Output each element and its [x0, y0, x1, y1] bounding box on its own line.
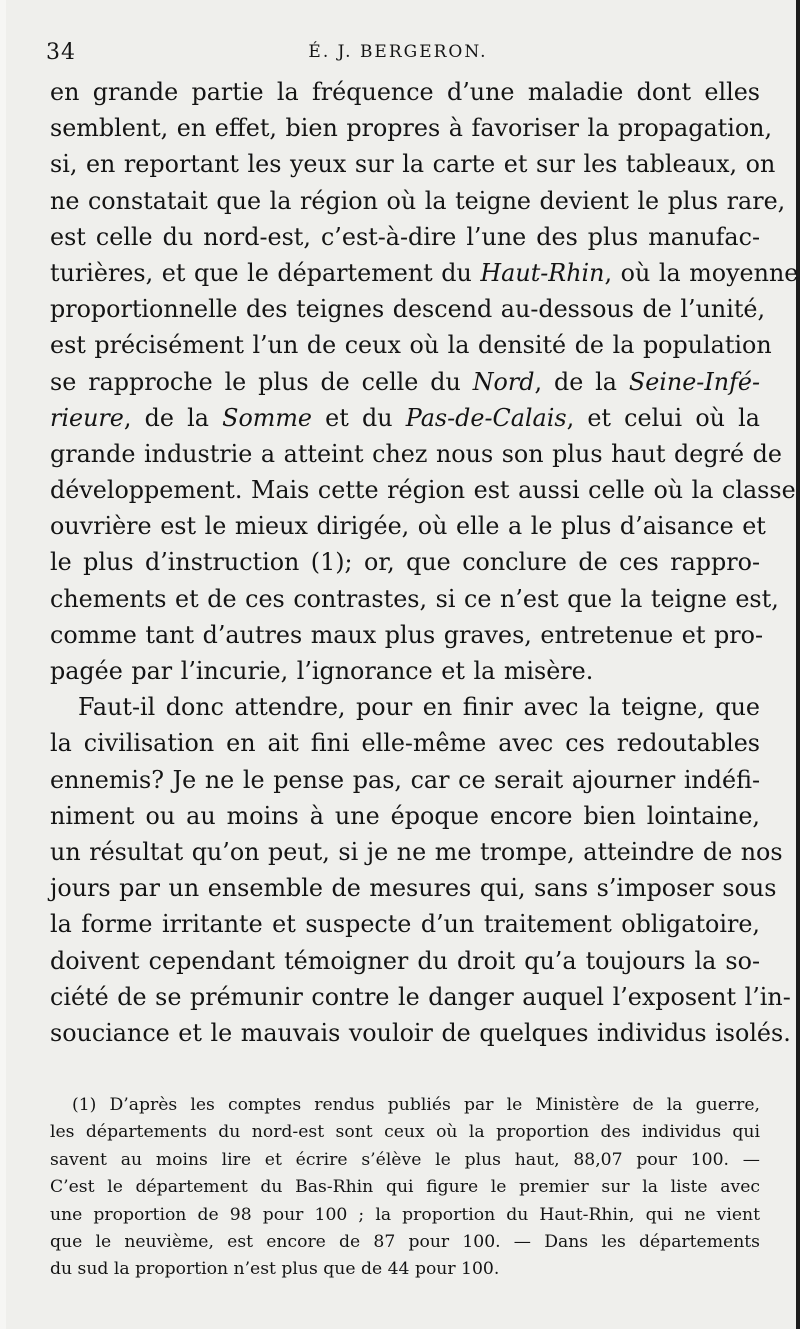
text-line: se rapproche le plus de celle du Nord, de la Seine-Infé-: [50, 367, 760, 396]
footnote-line: du sud la proportion n’est plus que de 44 pour 100.: [50, 1259, 500, 1280]
page-header: [46, 36, 750, 68]
text-line: niment ou au moins à une époque encore bien lointaine,: [50, 801, 760, 830]
text-line: rieure, de la Somme et du Pas-de-Calais, et celui où la: [50, 403, 760, 432]
text-line: le plus d’instruction (1); or, que conclure de ces rappro-: [50, 548, 760, 577]
text-line: turières, et que le département du Haut-Rhin, où la moyenne: [50, 258, 799, 287]
footnote-line: C’est le département du Bas-Rhin qui figure le premier sur la liste avec: [50, 1177, 760, 1198]
footnote-line: une proportion de 98 pour 100 ; la proportion du Haut-Rhin, qui ne vient: [50, 1204, 760, 1225]
text-line: ouvrière est le mieux dirigée, où elle a le plus d’aisance et: [50, 512, 766, 541]
page-number: 34: [46, 39, 76, 65]
text-line: Faut-il donc attendre, pour en finir avec la teigne, que: [78, 693, 760, 722]
footnote: [50, 1092, 760, 1284]
footnote-line: savent au moins lire et écrire s’élève le plus haut, 88,07 pour 100. —: [50, 1149, 760, 1170]
footnote-line: que le neuvième, est encore de 87 pour 100. — Dans les départements: [50, 1231, 760, 1252]
text-line: doivent cependant témoigner du droit qu’a toujours la so-: [50, 946, 760, 975]
text-line: comme tant d’autres maux plus graves, entretenue et pro-: [50, 620, 763, 649]
text-line: semblent, en effet, bien propres à favoriser la propagation,: [50, 114, 773, 143]
body-text: [50, 74, 799, 1051]
text-line: ennemis? Je ne le pense pas, car ce serait ajourner indéfi-: [50, 765, 760, 794]
text-line: est précisément l’un de ceux où la densité de la population: [50, 331, 772, 360]
text-line: souciance et le mauvais vouloir de quelques individus isolés.: [50, 1018, 791, 1047]
text-line: chements et de ces contrastes, si ce n’est que la teigne est,: [50, 584, 779, 613]
text-line: la civilisation en ait fini elle-même avec ces redoutables: [50, 729, 760, 758]
text-line: un résultat qu’on peut, si je ne me trompe, atteindre de nos: [50, 837, 783, 866]
footnote-line: les départements du nord-est sont ceux où la proportion des individus qui: [50, 1122, 760, 1143]
text-line: proportionnelle des teignes descend au-dessous de l’unité,: [50, 295, 766, 324]
text-line: ne constatait que la région où la teigne devient le plus rare,: [50, 186, 786, 215]
text-line: en grande partie la fréquence d’une maladie dont elles: [50, 78, 760, 106]
running-head: É. J. BERGERON.: [308, 42, 488, 62]
text-line: la forme irritante et suspecte d’un traitement obligatoire,: [50, 910, 760, 939]
text-line: jours par un ensemble de mesures qui, sans s’imposer sous: [50, 874, 777, 903]
text-line: pagée par l’incurie, l’ignorance et la misère.: [50, 657, 594, 685]
text-line: développement. Mais cette région est aussi celle où la classe: [50, 476, 796, 505]
text-line: grande industrie a atteint chez nous son plus haut degré de: [50, 439, 782, 468]
text-line: si, en reportant les yeux sur la carte et sur les tableaux, on: [50, 150, 776, 179]
text-line: est celle du nord-est, c’est-à-dire l’une des plus manufac-: [50, 222, 760, 251]
text-line: ciété de se prémunir contre le danger auquel l’exposent l’in-: [50, 982, 791, 1011]
footnote-line: (1) D’après les comptes rendus publiés par le Ministère de la guerre,: [72, 1095, 760, 1115]
